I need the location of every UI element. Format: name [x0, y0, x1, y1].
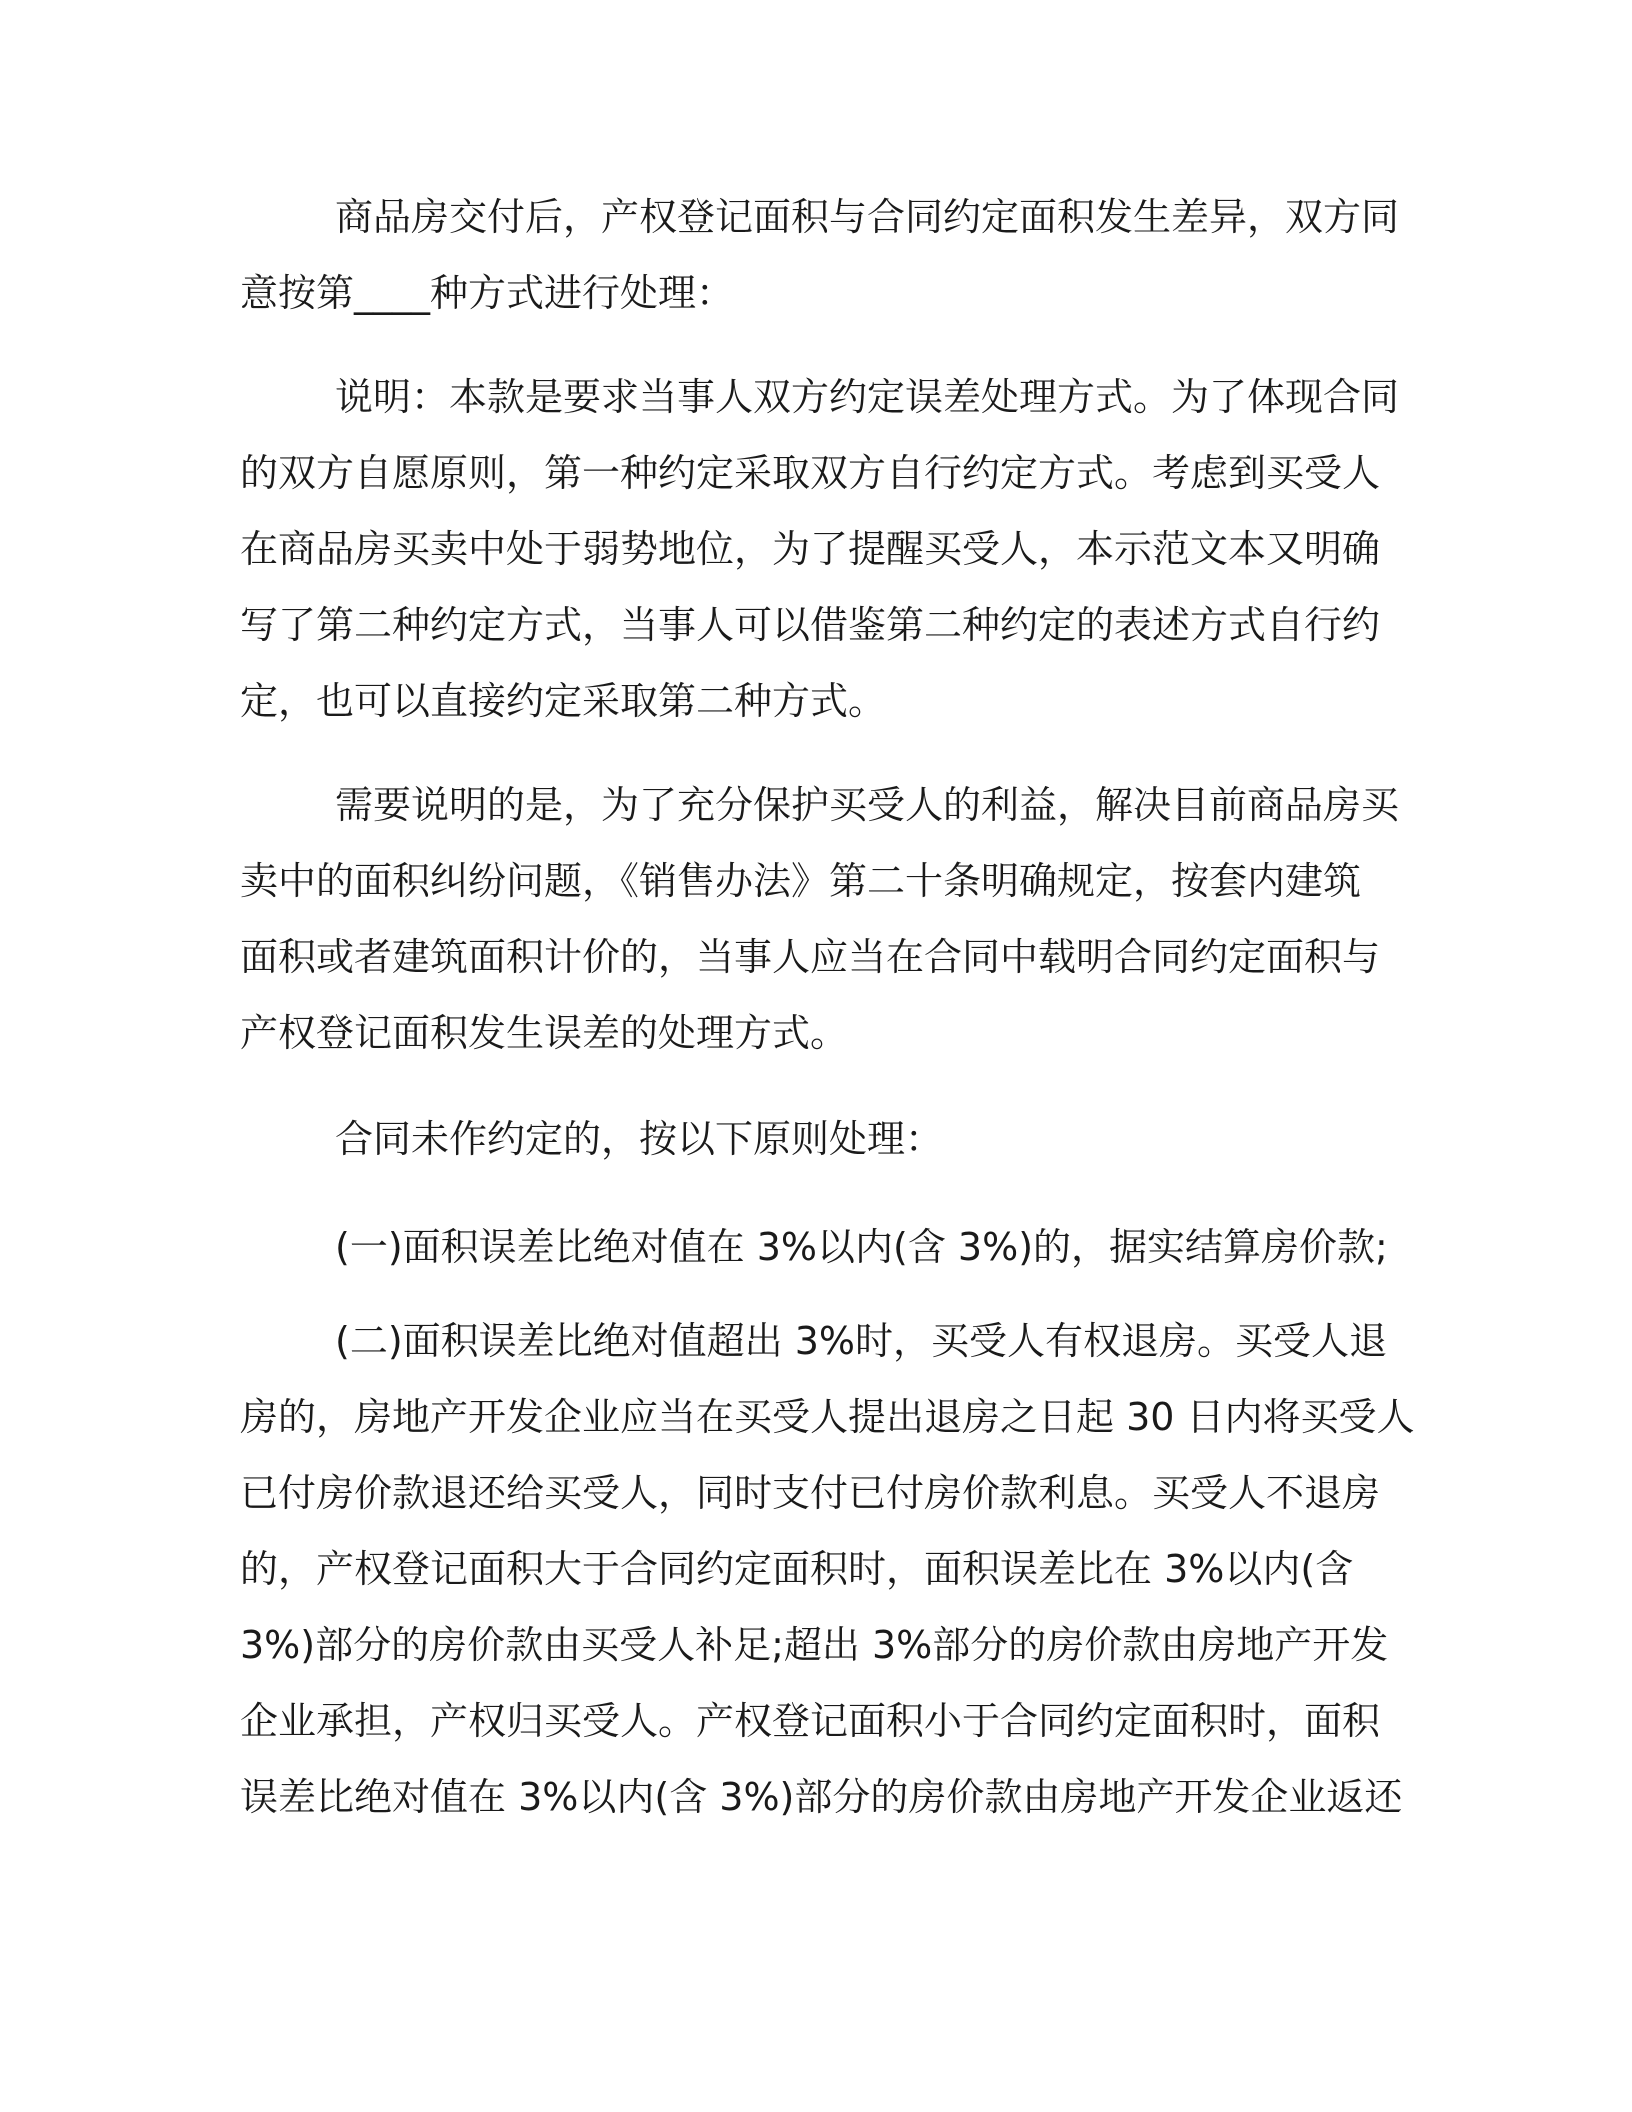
paragraph-6-line-2: 房的，房地产开发企业应当在买受人提出退房之日起 30 日内将买受人	[240, 1395, 1415, 1439]
paragraph-2-line-4: 写了第二种约定方式，当事人可以借鉴第二种约定的表述方式自行约	[240, 603, 1381, 647]
paragraph-6-line-7: 误差比绝对值在 3%以内(含 3%)部分的房价款由房地产开发企业返还	[240, 1775, 1403, 1819]
paragraph-2-line-5: 定，也可以直接约定采取第二种方式。	[240, 679, 887, 723]
paragraph-3-line-4: 产权登记面积发生误差的处理方式。	[240, 1011, 849, 1055]
paragraph-6-line-3: 已付房价款退还给买受人，同时支付已付房价款利息。买受人不退房	[240, 1471, 1381, 1515]
paragraph-2-line-3: 在商品房买卖中处于弱势地位，为了提醒买受人，本示范文本又明确	[240, 527, 1381, 571]
paragraph-5-line-1: (一)面积误差比绝对值在 3%以内(含 3%)的，据实结算房价款;	[335, 1225, 1388, 1269]
paragraph-6-line-5: 3%)部分的房价款由买受人补足;超出 3%部分的房价款由房地产开发	[240, 1623, 1389, 1667]
paragraph-1-line-2: 意按第____种方式进行处理：	[240, 271, 735, 315]
paragraph-6-line-1: (二)面积误差比绝对值超出 3%时，买受人有权退房。买受人退	[335, 1319, 1388, 1363]
paragraph-4-line-1: 合同未作约定的，按以下原则处理：	[335, 1117, 944, 1161]
paragraph-6-line-4: 的，产权登记面积大于合同约定面积时，面积误差比在 3%以内(含	[240, 1547, 1354, 1591]
paragraph-6-line-6: 企业承担，产权归买受人。产权登记面积小于合同约定面积时，面积	[240, 1699, 1381, 1743]
paragraph-3-line-2: 卖中的面积纠纷问题，《销售办法》第二十条明确规定，按套内建筑	[240, 859, 1362, 903]
paragraph-3-line-1: 需要说明的是，为了充分保护买受人的利益，解决目前商品房买	[335, 783, 1400, 827]
paragraph-1-line-1: 商品房交付后，产权登记面积与合同约定面积发生差异，双方同	[335, 195, 1400, 239]
paragraph-3-line-3: 面积或者建筑面积计价的，当事人应当在合同中载明合同约定面积与	[240, 935, 1381, 979]
paragraph-2-line-1: 说明：本款是要求当事人双方约定误差处理方式。为了体现合同	[335, 375, 1400, 419]
paragraph-2-line-2: 的双方自愿原则，第一种约定采取双方自行约定方式。考虑到买受人	[240, 451, 1381, 495]
